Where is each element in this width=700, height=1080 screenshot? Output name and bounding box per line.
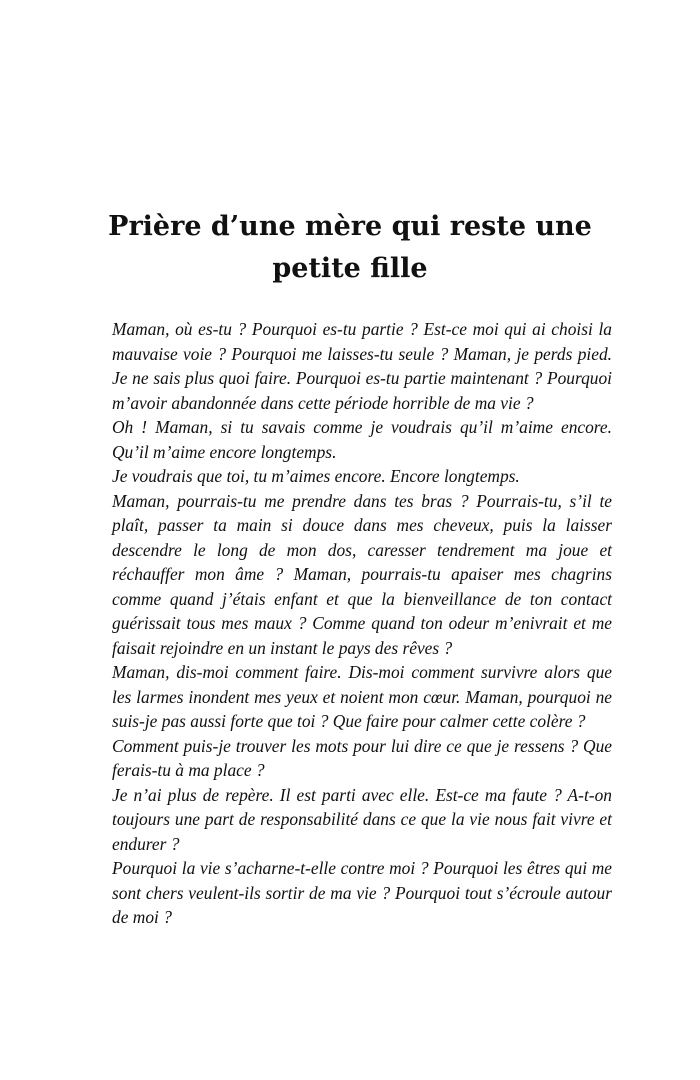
paragraph-5: Maman, dis-moi comment faire. Dis-moi comment survivre alors que les larmes inondent mes yeux et noient mon cœur. Maman, pourquoi ne suis-je pas aussi forte que toi ? Que faire pour calmer cette colère ?	[112, 662, 612, 731]
chapter-body	[112, 317, 612, 930]
paragraph-6: Comment puis-je trouver les mots pour lui dire ce que je ressens ? Que ferais-tu à ma place ?	[112, 735, 612, 780]
paragraph-2: Oh ! Maman, si tu savais comme je voudrais qu’il m’aime encore. Qu’il m’aime encore longtemps.	[112, 417, 612, 462]
paragraph-4: Maman, pourrais-tu me prendre dans tes bras ? Pourrais-tu, s’il te plaît, passer ta main si douce dans mes cheveux, puis la laisser descendre le long de mon dos, caresser tendrement ma joue et réchauffer mon âme ? Maman, pourrais-tu apaiser mes chagrins comme quand j’étais enfant et que la bienveillance de ton contact guérissait tous mes maux ? Comme quand ton odeur m’enivrait et me faisait rejoindre en un instant le pays des rêves ?	[112, 490, 612, 658]
paragraph-1: Maman, où es-tu ? Pourquoi es-tu partie ? Est-ce moi qui ai choisi la mauvaise voie ? Pourquoi me laisses-tu seule ? Maman, je perds pied. Je ne sais plus quoi faire. Pourquoi es-tu partie maintenant ? Pourquoi m’avoir abandonnée dans cette période horrible de ma vie ?	[112, 319, 612, 413]
paragraph-3: Je voudrais que toi, tu m’aimes encore. Encore longtemps.	[112, 466, 520, 486]
paragraph-7: Je n’ai plus de repère. Il est parti avec elle. Est-ce ma faute ? A-t-on toujours une part de responsabilité dans ce que la vie nous fait vivre et endurer ?	[112, 784, 612, 854]
paragraph-8: Pourquoi la vie s’acharne-t-elle contre moi ? Pourquoi les êtres qui me sont chers veulent-ils sortir de ma vie ? Pourquoi tout s’écroule autour de moi ?	[112, 858, 612, 927]
chapter-title: Prière d’une mère qui reste une petite fille	[108, 211, 592, 284]
